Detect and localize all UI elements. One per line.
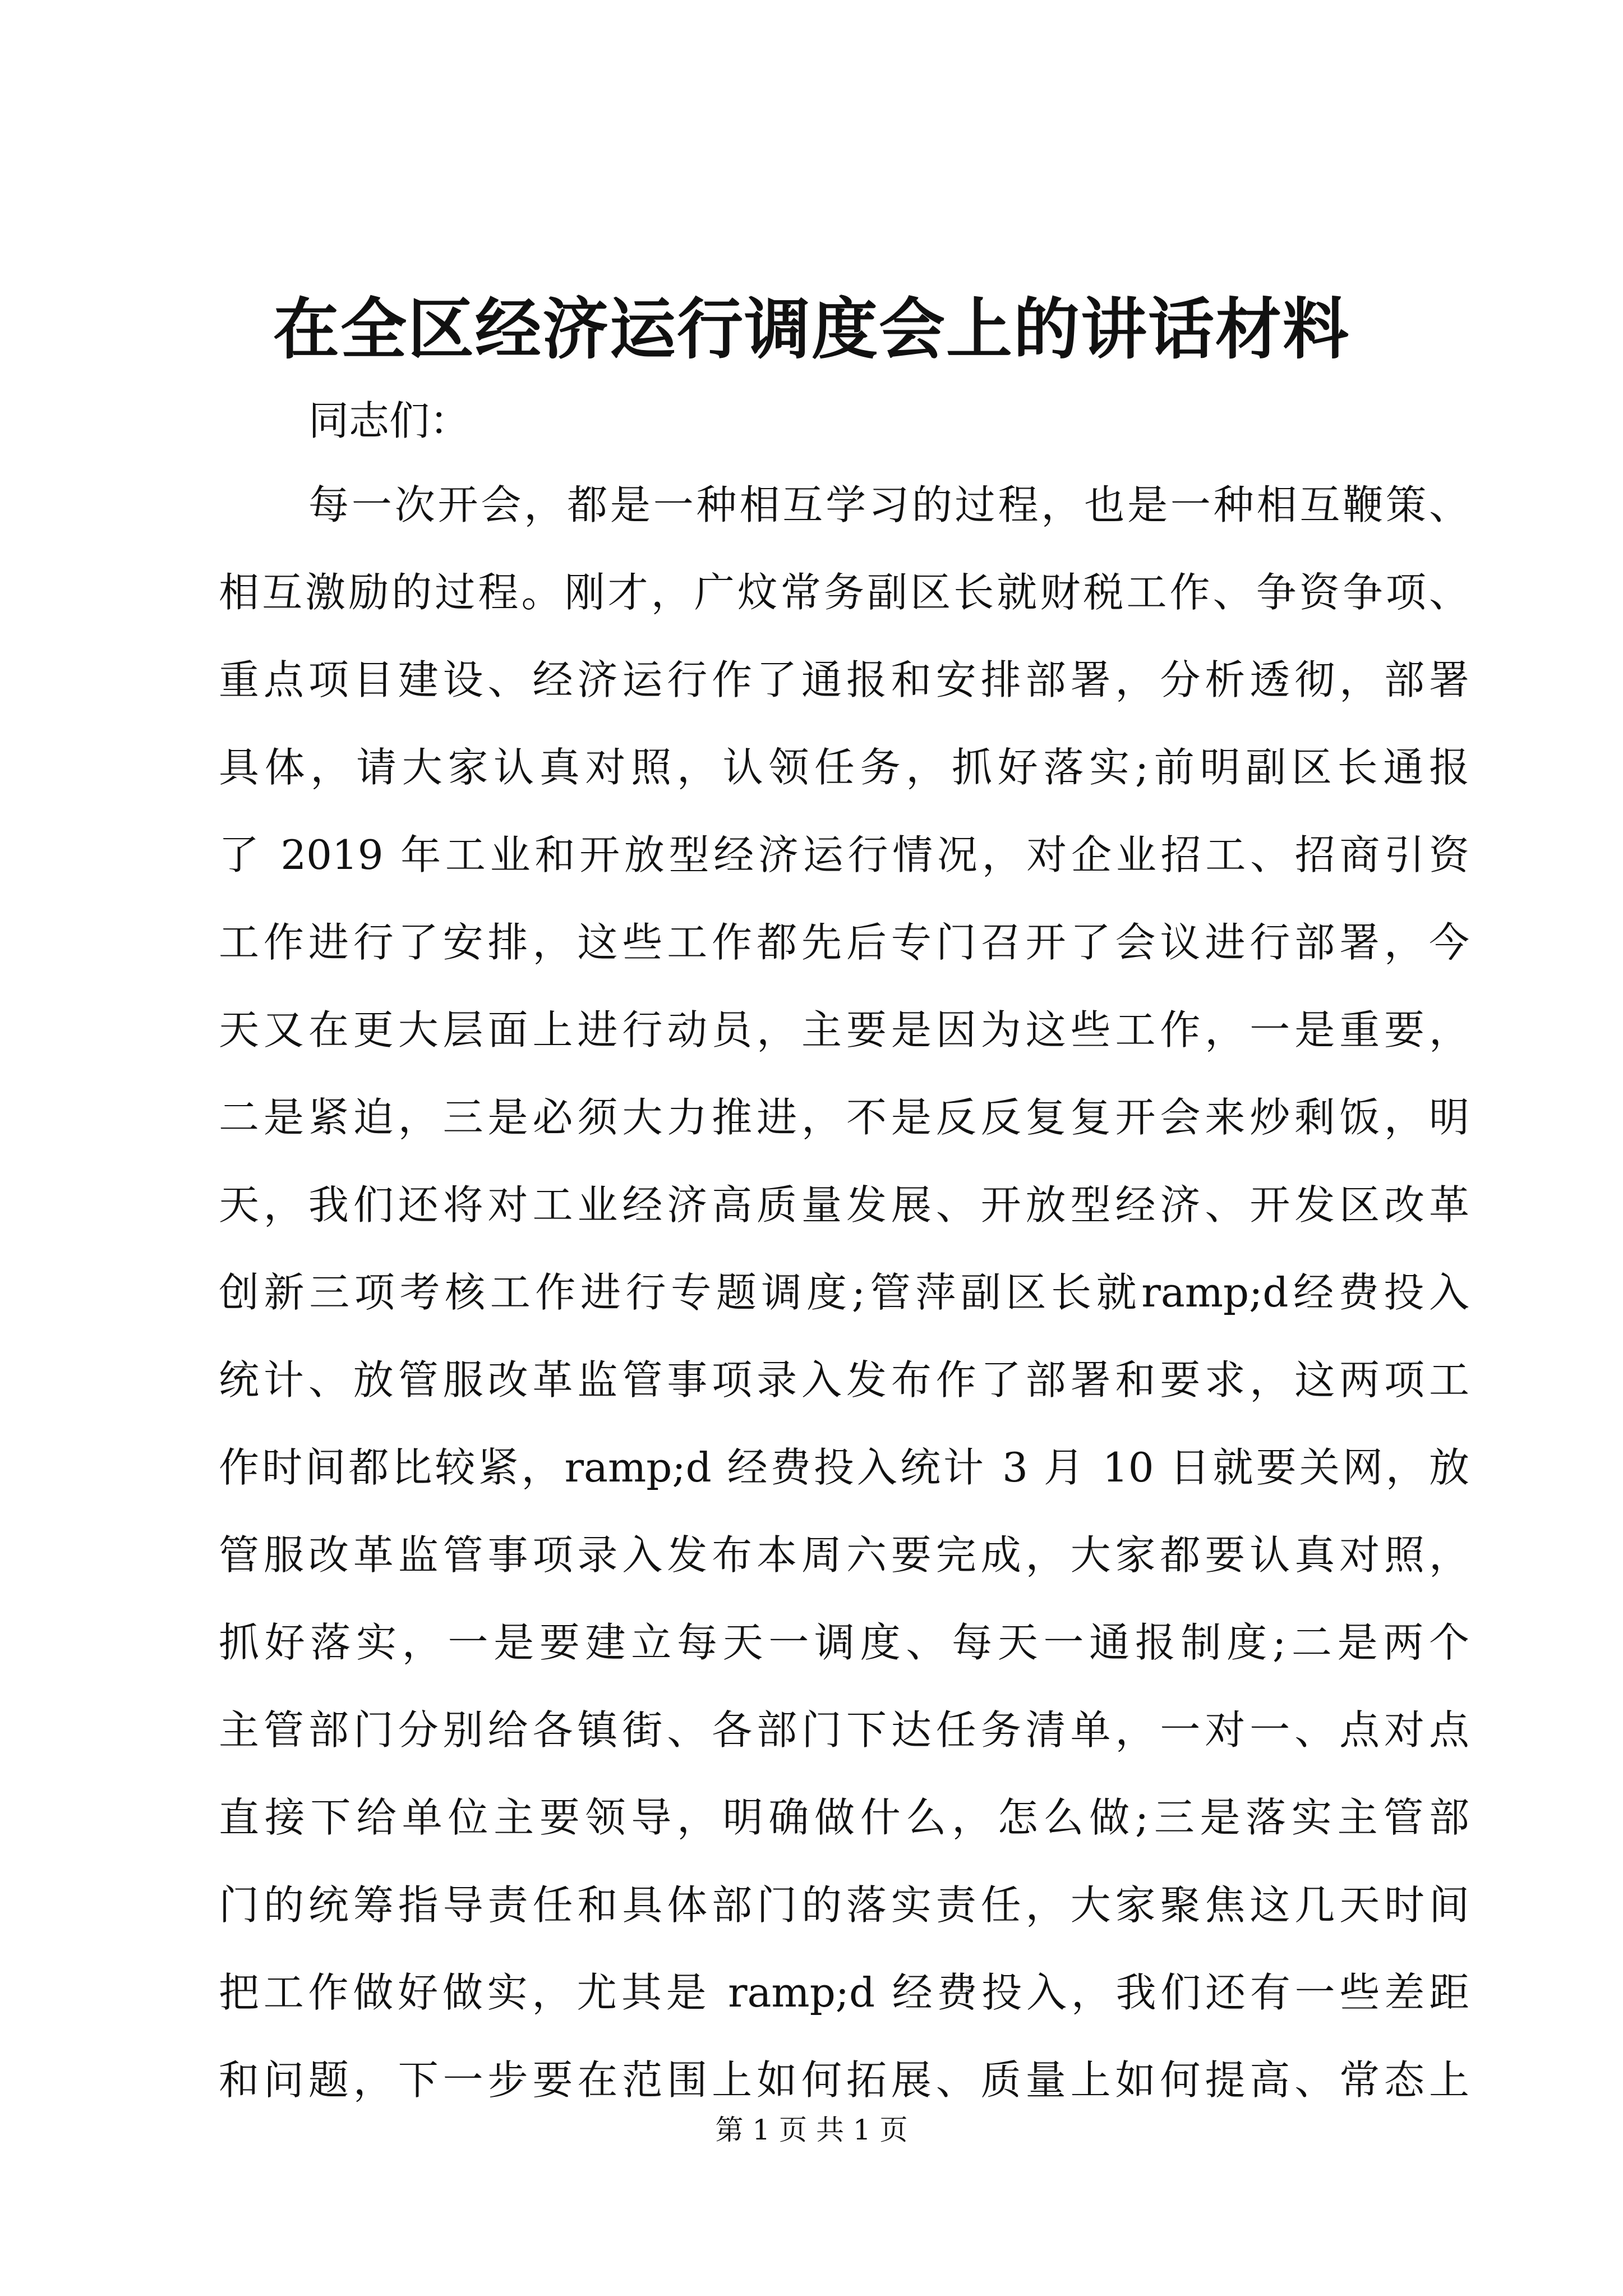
salutation: 同志们：: [308, 397, 471, 444]
body-line: 了 2019 年工业和开放型经济运行情况，对企业招工、招商引资: [219, 831, 1469, 878]
body-text: [219, 471, 1469, 2134]
body-line: 把工作做好做实，尤其是 ramp;d 经费投入，我们还有一些差距: [219, 1969, 1469, 2016]
document-title: 在全区经济运行调度会上的讲话材料: [273, 290, 1350, 368]
body-line: 天，我们还将对工业经济高质量发展、开放型经济、开发区改革: [219, 1181, 1469, 1228]
body-line: 直接下给单位主要领导，明确做什么，怎么做;三是落实主管部: [219, 1794, 1469, 1841]
body-line: 作时间都比较紧，ramp;d 经费投入统计 3 月 10 日就要关网，放: [219, 1444, 1469, 1491]
body-line: 具体，请大家认真对照，认领任务，抓好落实;前明副区长通报: [219, 744, 1469, 791]
body-line: 创新三项考核工作进行专题调度;管萍副区长就ramp;d经费投入: [219, 1269, 1469, 1316]
body-line: 二是紧迫，三是必须大力推进，不是反反复复开会来炒剩饭，明: [219, 1094, 1469, 1141]
body-line: 每一次开会，都是一种相互学习的过程，也是一种相互鞭策、: [308, 481, 1469, 528]
body-line: 主管部门分别给各镇街、各部门下达任务清单，一对一、点对点: [219, 1706, 1469, 1754]
page-footer: 第 1 页 共 1 页: [715, 2114, 908, 2146]
body-line: 相互激励的过程。刚才，广炆常务副区长就财税工作、争资争项、: [219, 569, 1469, 616]
body-line: 天又在更大层面上进行动员，主要是因为这些工作，一是重要，: [219, 1006, 1469, 1053]
body-line: 工作进行了安排，这些工作都先后专门召开了会议进行部署，今: [219, 919, 1469, 966]
body-line: 抓好落实，一是要建立每天一调度、每天一通报制度;二是两个: [219, 1619, 1469, 1666]
body-line: 重点项目建设、经济运行作了通报和安排部署，分析透彻，部署: [219, 656, 1469, 703]
body-line: 门的统筹指导责任和具体部门的落实责任，大家聚焦这几天时间: [219, 1881, 1469, 1929]
body-line: 统计、放管服改革监管事项录入发布作了部署和要求，这两项工: [219, 1356, 1469, 1404]
body-line: 和问题，下一步要在范围上如何拓展、质量上如何提高、常态上: [219, 2056, 1469, 2104]
body-line: 管服改革监管事项录入发布本周六要完成，大家都要认真对照，: [219, 1531, 1469, 1579]
